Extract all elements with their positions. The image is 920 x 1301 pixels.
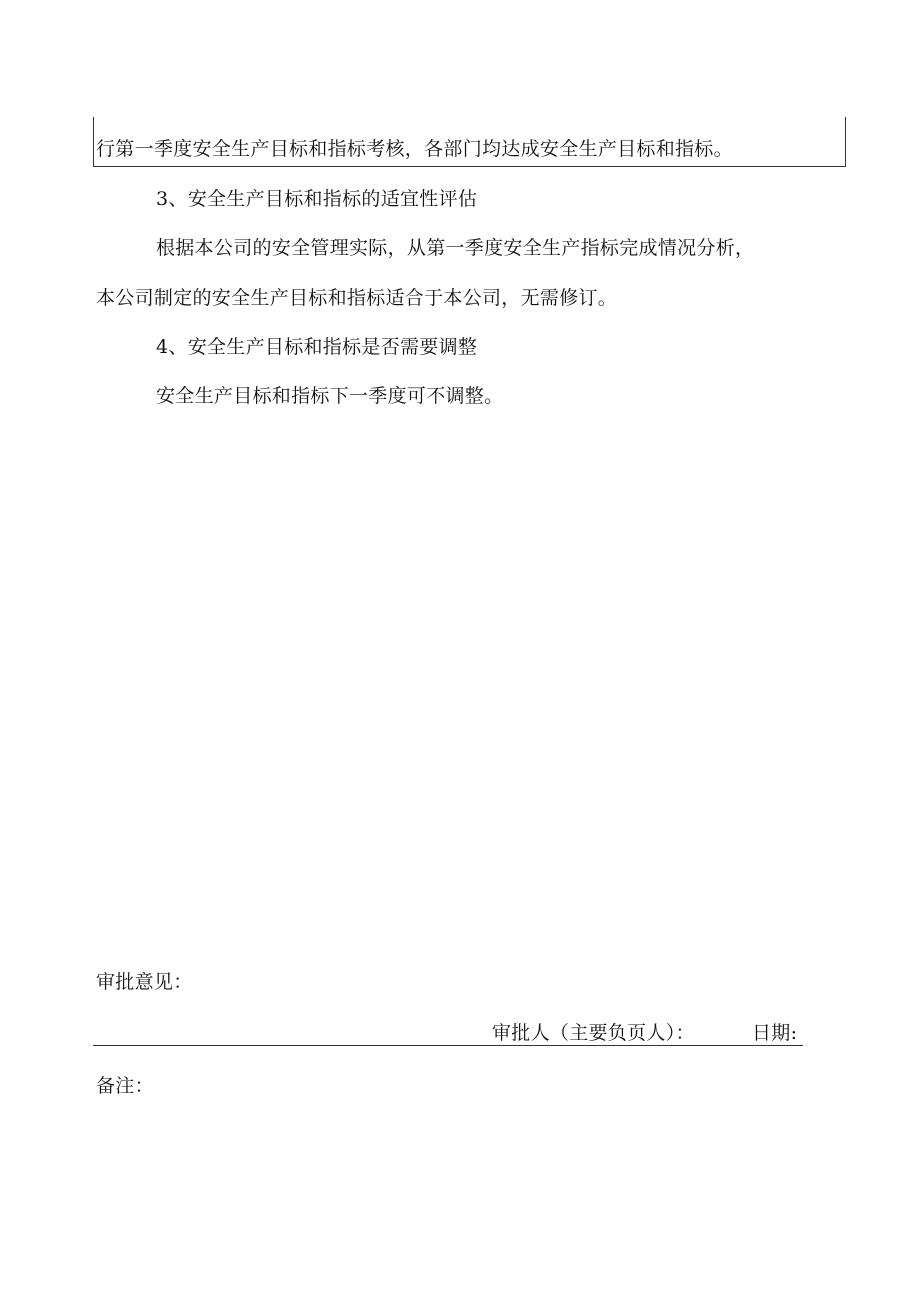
table-border-bottom — [93, 166, 846, 167]
section3-para-line2: 本公司制定的安全生产目标和指标适合于本公司，无需修订。 — [96, 287, 618, 309]
section4-para: 安全生产目标和指标下一季度可不调整。 — [156, 385, 504, 407]
date-label: 日期: — [752, 1022, 798, 1044]
remarks-label: 备注： — [96, 1075, 154, 1097]
box-text: 行第一季度安全生产目标和指标考核，各部门均达成安全生产目标和指标。 — [96, 138, 733, 160]
table-border-left — [93, 117, 94, 167]
approver-label: 审批人（主要负页人）： — [492, 1022, 695, 1044]
signature-rule — [93, 1045, 803, 1046]
approval-opinion-label: 审批意见： — [96, 971, 193, 993]
section4-heading: 4、安全生产目标和指标是否需要调整 — [156, 336, 478, 358]
section3-para-line1: 根据本公司的安全管理实际，从第一季度安全生产指标完成情况分析， — [156, 237, 755, 259]
table-border-right — [845, 117, 846, 167]
section3-heading: 3、安全生产目标和指标的适宜性评估 — [156, 188, 478, 210]
